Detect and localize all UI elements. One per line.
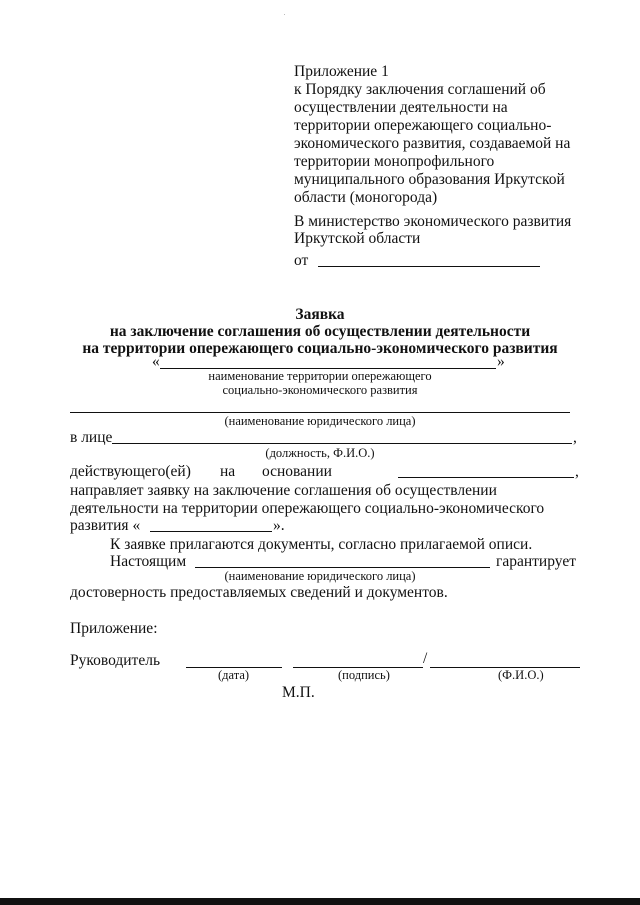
appendix-label: Приложение:: [70, 620, 158, 637]
basis-line: [398, 477, 574, 478]
territory-caption: социально-экономического развития: [222, 383, 418, 397]
hereby-label: Настоящим: [110, 553, 187, 570]
legal-entity-caption-2: (наименование юридического лица): [224, 569, 416, 583]
body-line: деятельности на территории опережающего социально-экономического: [70, 500, 545, 517]
appendix-heading: Приложение 1: [294, 63, 389, 80]
acting-word-2: на: [220, 463, 236, 480]
document-subtitle: на заключение соглашения об осуществлении деятельности: [109, 323, 531, 340]
in-person-line: [112, 443, 572, 444]
legal-entity-line: [70, 412, 570, 413]
hereby-line: [195, 567, 490, 568]
addressee-line: Иркутской области: [294, 230, 421, 247]
appendix-line: области (моногорода): [294, 189, 438, 206]
body-line: направляет заявку на заключение соглашения об осуществлении: [70, 482, 497, 499]
in-person-label: в лице: [70, 429, 113, 446]
development-prefix: развития «: [70, 517, 141, 534]
appendix-line: экономического развития, создаваемой на: [294, 135, 571, 152]
date-caption: (дата): [218, 668, 250, 682]
from-label: от: [294, 252, 309, 269]
quote-close: »: [497, 353, 505, 370]
acting-word-3: основании: [262, 463, 332, 480]
appendix-line: осуществлении деятельности на: [294, 99, 508, 116]
addressee-line: В министерство экономического развития: [294, 213, 572, 230]
comma: ,: [575, 463, 579, 480]
scan-edge-bar: [0, 898, 640, 905]
legal-entity-caption: (наименование юридического лица): [224, 414, 416, 428]
stamp-label: М.П.: [282, 684, 315, 701]
document-subtitle: на территории опережающего социально-экономического развития: [82, 340, 558, 357]
appendix-line: территории опережающего социально-: [294, 117, 552, 134]
appendix-line: территории монопрофильного: [294, 153, 495, 170]
appendix-line: к Порядку заключения соглашений об: [294, 81, 546, 98]
head-label: Руководитель: [70, 652, 161, 669]
development-suffix: ».: [273, 517, 285, 534]
acting-word-1: действующего(ей): [70, 463, 191, 480]
from-field-line: [318, 266, 540, 267]
scan-speck: [284, 14, 285, 15]
slash: /: [423, 650, 428, 667]
guarantees-label: гарантирует: [496, 553, 576, 570]
comma: ,: [573, 429, 577, 446]
appendix-line: муниципального образования Иркутской: [294, 171, 565, 188]
attached-line: К заявке прилагаются документы, согласно прилагаемой описи.: [110, 536, 533, 553]
position-caption: (должность, Ф.И.О.): [265, 446, 375, 460]
document-title: Заявка: [295, 306, 345, 323]
territory-caption: наименование территории опережающего: [208, 369, 432, 383]
signature-caption: (подпись): [338, 668, 390, 682]
fio-caption: (Ф.И.О.): [498, 668, 544, 682]
quote-open: «: [152, 353, 160, 370]
development-line: [150, 531, 272, 532]
reliability-line: достоверность предоставляемых сведений и документов.: [70, 584, 448, 601]
